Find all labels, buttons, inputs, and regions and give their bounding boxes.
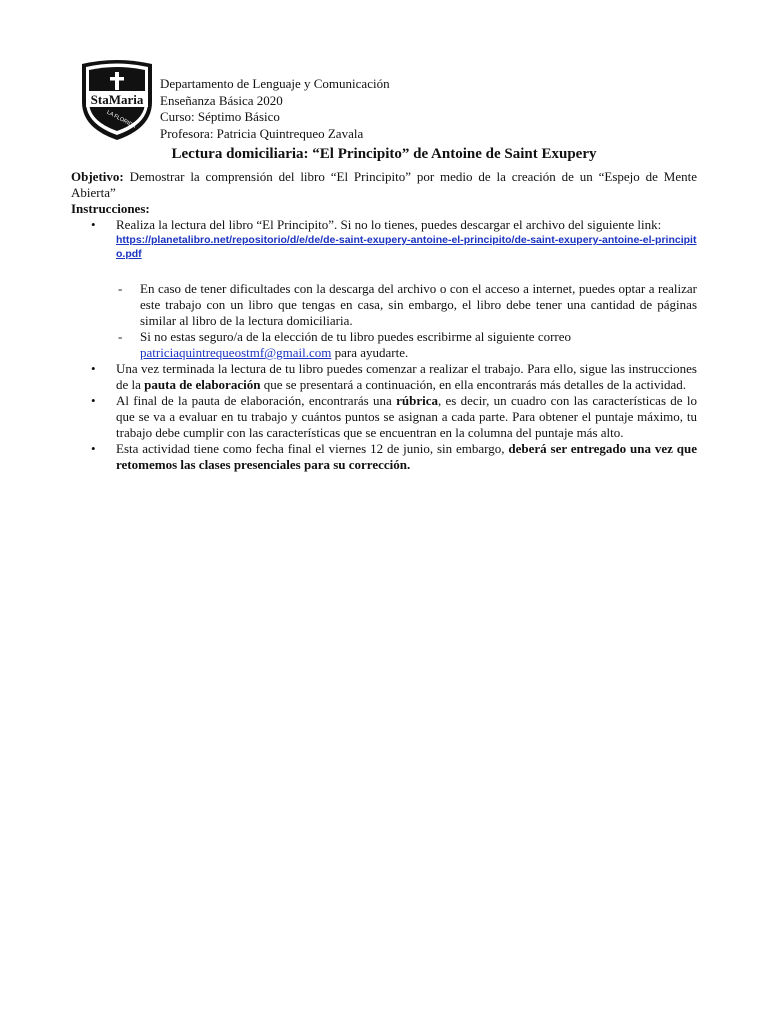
logo-subtext: LA FLORIDA: [105, 109, 137, 130]
department-info: [160, 76, 390, 142]
objective-text: Demostrar la comprensión del libro “El Principito” por medio de la creación de un “Espejo de Mente Abierta”: [71, 169, 697, 200]
school-logo: [78, 58, 156, 142]
list-item: [71, 361, 697, 393]
bullet4-bold: deberá ser entregado una vez que retomemos las clases presenciales para su corrección.: [116, 441, 698, 472]
instructions-list: [71, 217, 697, 473]
list-item: [71, 393, 697, 441]
bullet2-bold: pauta de elaboración: [144, 377, 261, 392]
document-title: Lectura domiciliaria: “El Principito” de Antoine de Saint Exupery: [171, 146, 597, 162]
email-link[interactable]: patriciaquintrequeostmf@gmail.com: [140, 345, 332, 360]
download-link[interactable]: https://planetalibro.net/repositorio/d/e/de/de-saint-exupery-antoine-el-principito/de-saint-exupery-antoine-el-principito.pdf: [116, 234, 697, 260]
bullet-glyph: •: [91, 217, 96, 232]
list-item: [71, 441, 697, 473]
level-line: Enseñanza Básica 2020: [160, 92, 283, 108]
logo-text: StaMaria: [90, 92, 144, 107]
department-line: Departamento de Lenguaje y Comunicación: [160, 76, 390, 91]
teacher-line: Profesora: Patricia Quintrequeo Zavala: [160, 125, 364, 141]
dash-glyph: -: [118, 329, 123, 344]
bullet2-post: que se presentará a continuación, en ella encontrarás más detalles de la actividad.: [260, 377, 687, 392]
bullet3-pre: Al final de la pauta de elaboración, encontrarás una: [116, 393, 397, 408]
bullet-glyph: •: [91, 393, 96, 408]
sub2-tail: para ayudarte.: [331, 345, 409, 360]
dash-glyph: -: [118, 281, 123, 296]
bullet3-post: , es decir, un cuadro con las características de lo que se va a evaluar en tu trabajo y cuántos puntos se asignan a cada parte. Para obtener el puntaje máximo, tu trabajo debe cumplir con las características que se encuentran en la columna del puntaje más alto.: [116, 393, 697, 440]
bullet4-pre: Esta actividad tiene como fecha final el viernes 12 de junio, sin embargo,: [116, 441, 509, 456]
sub-list-item: [116, 281, 697, 329]
sub2-text: Si no estas seguro/a de la elección de tu libro puedes escribirme al siguiente correo: [140, 329, 572, 344]
objective-paragraph: [71, 169, 697, 201]
objective-label: Objetivo:: [71, 169, 124, 184]
sub-list-item: [116, 329, 697, 361]
course-line: Curso: Séptimo Básico: [160, 109, 280, 124]
bullet3-bold: rúbrica: [396, 393, 438, 408]
sub-list: [116, 281, 697, 361]
list-item: [71, 217, 697, 361]
bullet-glyph: •: [91, 441, 96, 456]
document-body: [71, 169, 697, 473]
bullet-glyph: •: [91, 361, 96, 376]
bullet1-text: Realiza la lectura del libro “El Principito”. Si no lo tienes, puedes descargar el archivo del siguiente link:: [116, 217, 662, 232]
instructions-heading: Instrucciones:: [71, 201, 150, 216]
sub1-text: En caso de tener dificultades con la descarga del archivo o con el acceso a internet, puedes optar a realizar este trabajo con un libro que tengas en casa, sin embargo, el libro debe tener una cantidad de páginas similar al libro de la lectura domiciliaria.: [140, 281, 697, 328]
bullet2-pre: Una vez terminada la lectura de tu libro puedes comenzar a realizar el trabajo. Para ello, sigue las instrucciones de la: [116, 361, 697, 392]
